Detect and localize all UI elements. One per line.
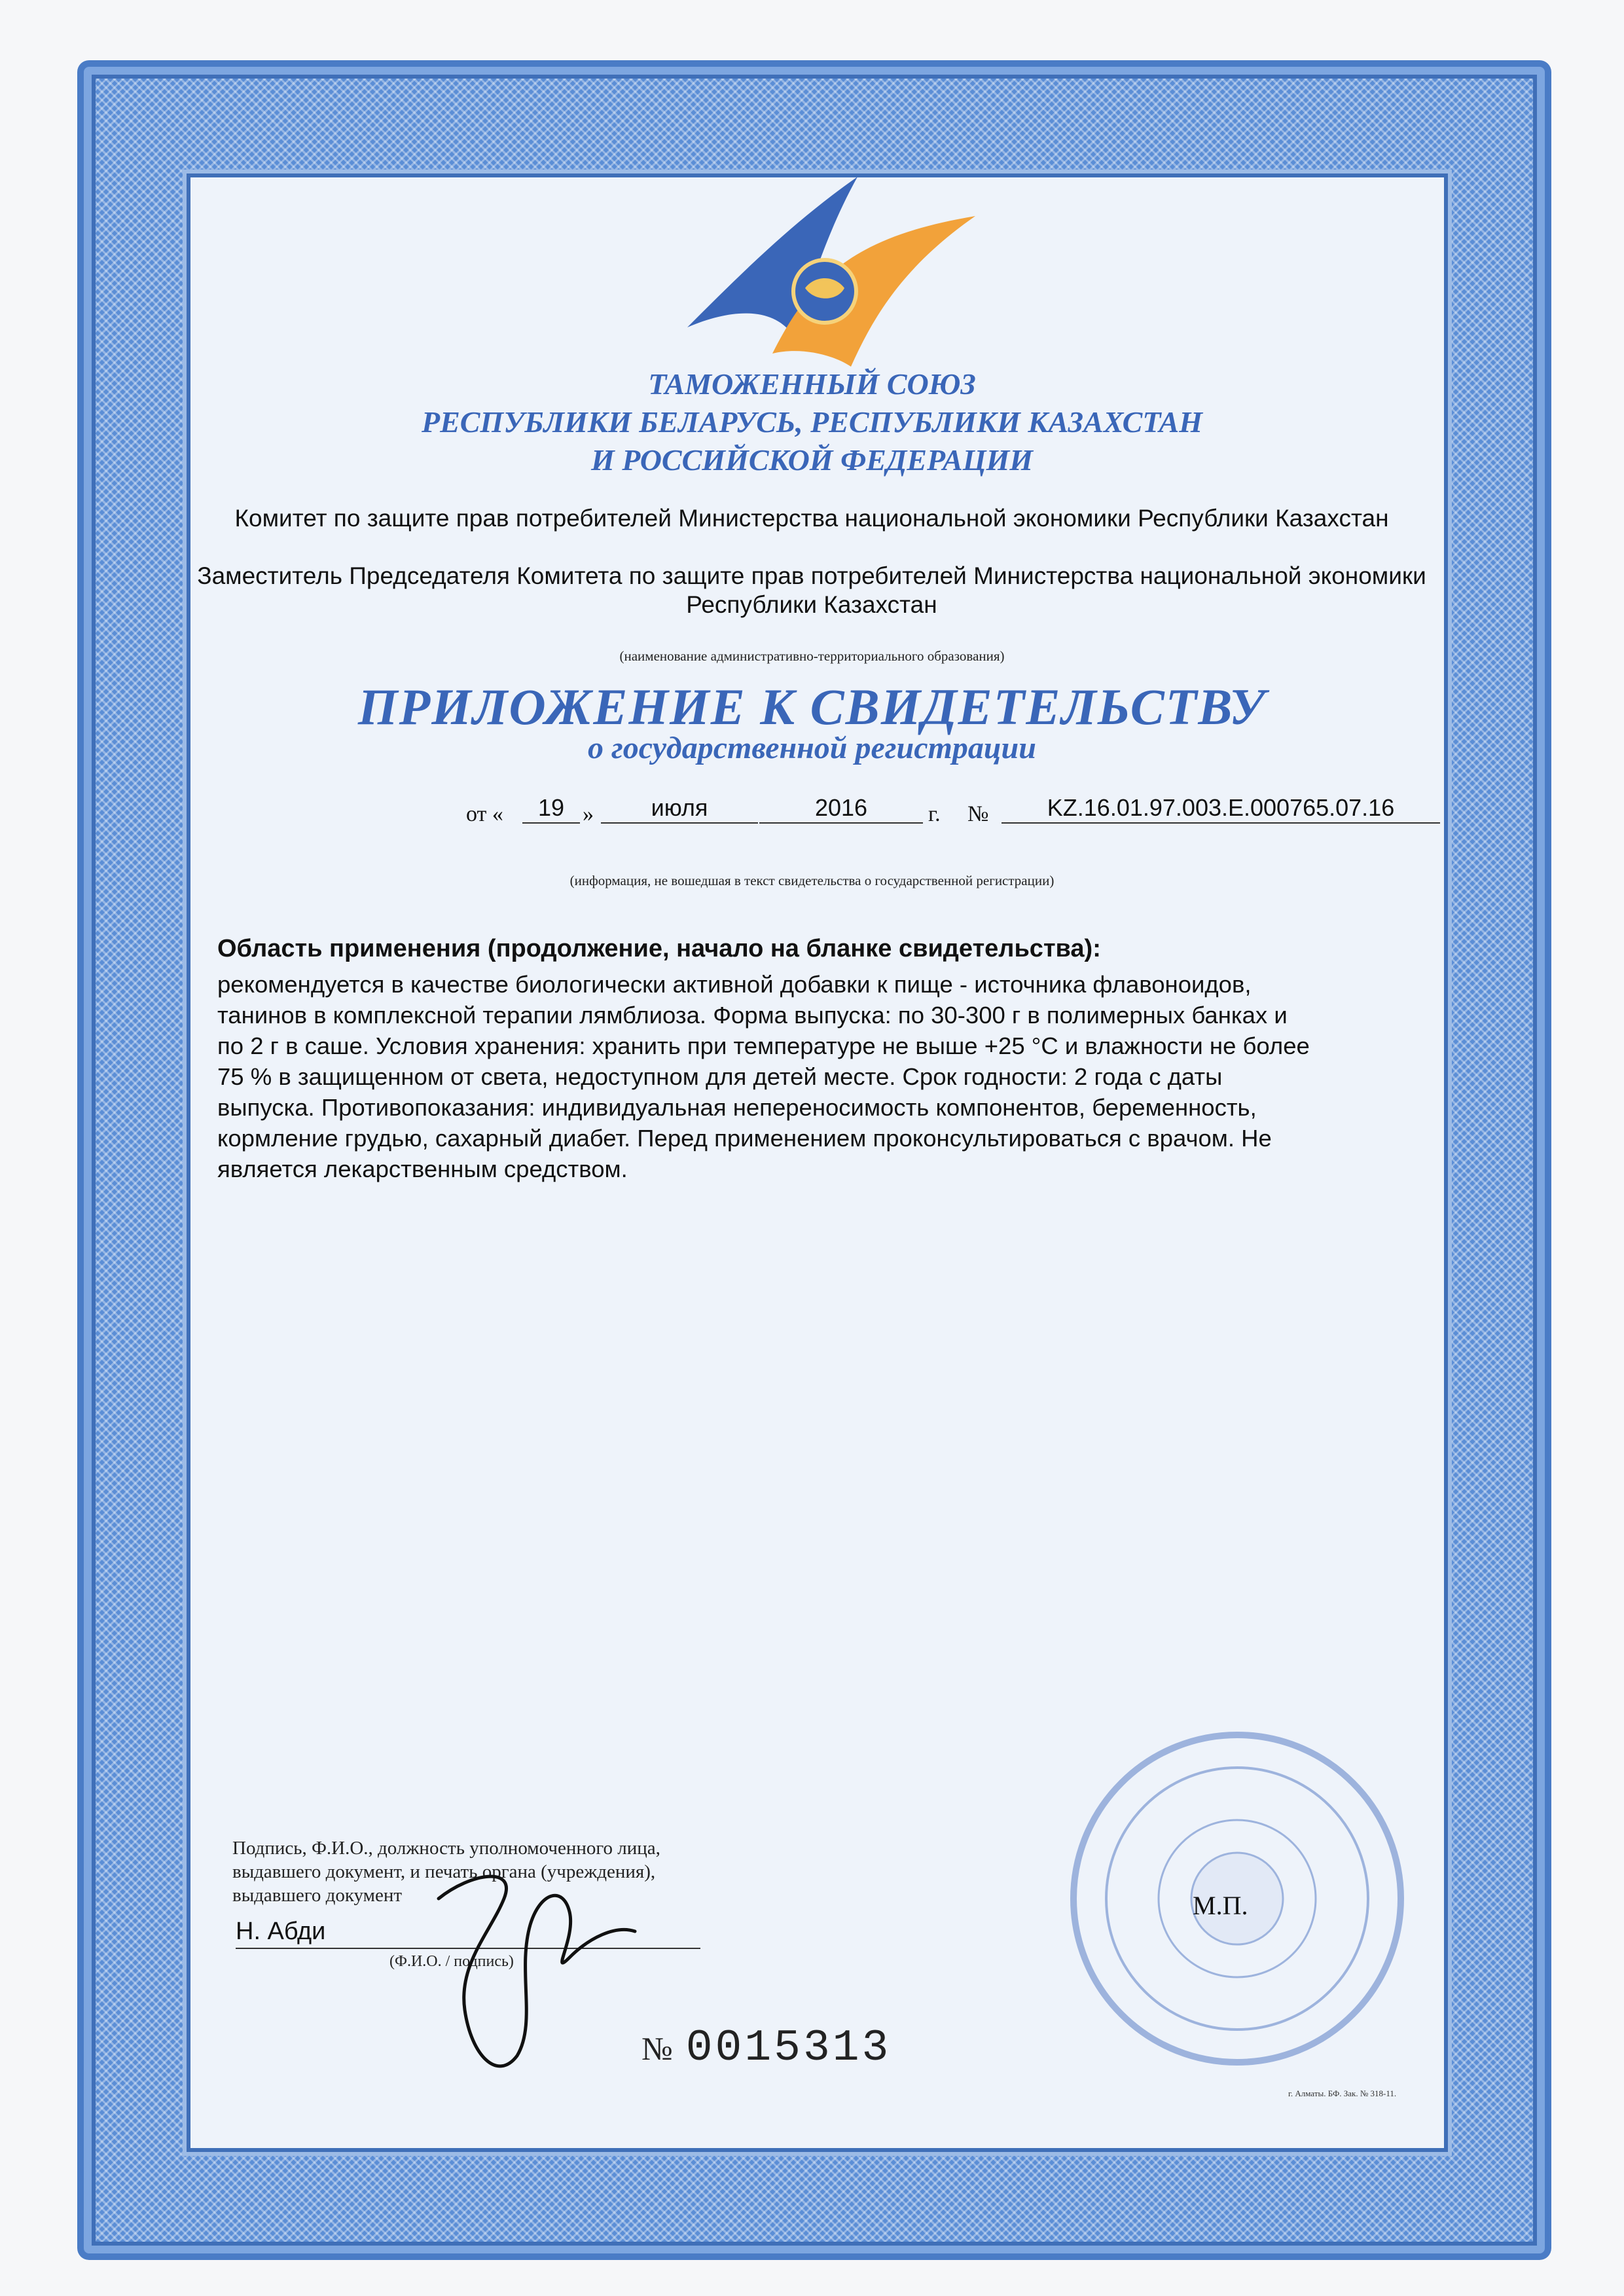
authority-position: Заместитель Председателя Комитета по защите прав потребителей Министерства национальной экономики Республики Казахстан [197,562,1426,618]
signer-name: Н. Абди [236,1915,700,1949]
date-month: июля [601,793,758,824]
date-day: 19 [522,793,580,824]
header-line-3: И РОССИЙСКОЙ ФЕДЕРАЦИИ [590,443,1034,477]
scope-line: выпуска. Противопоказания: индивидуальная непереносимость компонентов, беременность, [217,1094,1257,1121]
signature-caption-line: выдавшего документ [232,1885,403,1906]
scope-line: кормление грудью, сахарный диабет. Перед применением проконсультироваться с врачом. Не [217,1125,1272,1152]
serial-number [641,2023,891,2073]
authority-name: Комитет по защите прав потребителей Министерства национальной экономики Республики Казахстан [234,505,1389,532]
document-subtitle: о государственной регистрации [588,731,1036,765]
scope-line: по 2 г в саше. Условия хранения: хранить при температуре не выше +25 °С и влажности не более [217,1032,1310,1059]
scope-line: танинов в комплексной терапии лямблиоза. Форма выпуска: по 30-300 г в полимерных банках и [217,1002,1288,1029]
header-line-1: ТАМОЖЕННЫЙ СОЮЗ [648,367,976,401]
signature-caption-line: Подпись, Ф.И.О., должность уполномоченного лица, [232,1838,660,1859]
date-prefix: от « [466,802,503,826]
year-suffix: г. [928,802,941,826]
header-line-2: РЕСПУБЛИКИ БЕЛАРУСЬ, РЕСПУБЛИКИ КАЗАХСТАН [421,405,1203,439]
registration-number: KZ.16.01.97.003.E.000765.07.16 [1001,793,1440,824]
customs-union-logo [661,177,988,373]
signature-caption-line: выдавшего документ, и печать органа (учреждения), [232,1861,656,1882]
scope-text [217,969,1461,1184]
document-title: ПРИЛОЖЕНИЕ К СВИДЕТЕЛЬСТВУ [357,678,1267,735]
number-sign: № [967,802,989,826]
date-year: 2016 [759,793,923,824]
authority-caption: (наименование административно-территориального образования) [619,648,1005,664]
date-quote-close: » [583,802,594,826]
serial-value: 0015313 [685,2023,892,2073]
signer-caption: (Ф.И.О. / подпись) [389,1953,514,1970]
scope-line: рекомендуется в качестве биологически активной добавки к пище - источника флавоноидов, [217,971,1252,998]
stamp-label: М.П. [1193,1891,1248,1920]
handwritten-signature [419,1859,668,2108]
printer-note: г. Алматы. БФ. Зак. № 318-11. [1288,2088,1397,2098]
scope-heading: Область применения (продолжение, начало на бланке свидетельства): [217,935,1101,962]
registration-caption: (информация, не вошедшая в текст свидетельства о государственной регистрации) [569,873,1055,888]
serial-sign: № [641,2030,673,2067]
scope-line: является лекарственным средством. [217,1156,628,1182]
scope-line: 75 % в защищенном от света, недоступном для детей месте. Срок годности: 2 года с даты [217,1063,1223,1090]
